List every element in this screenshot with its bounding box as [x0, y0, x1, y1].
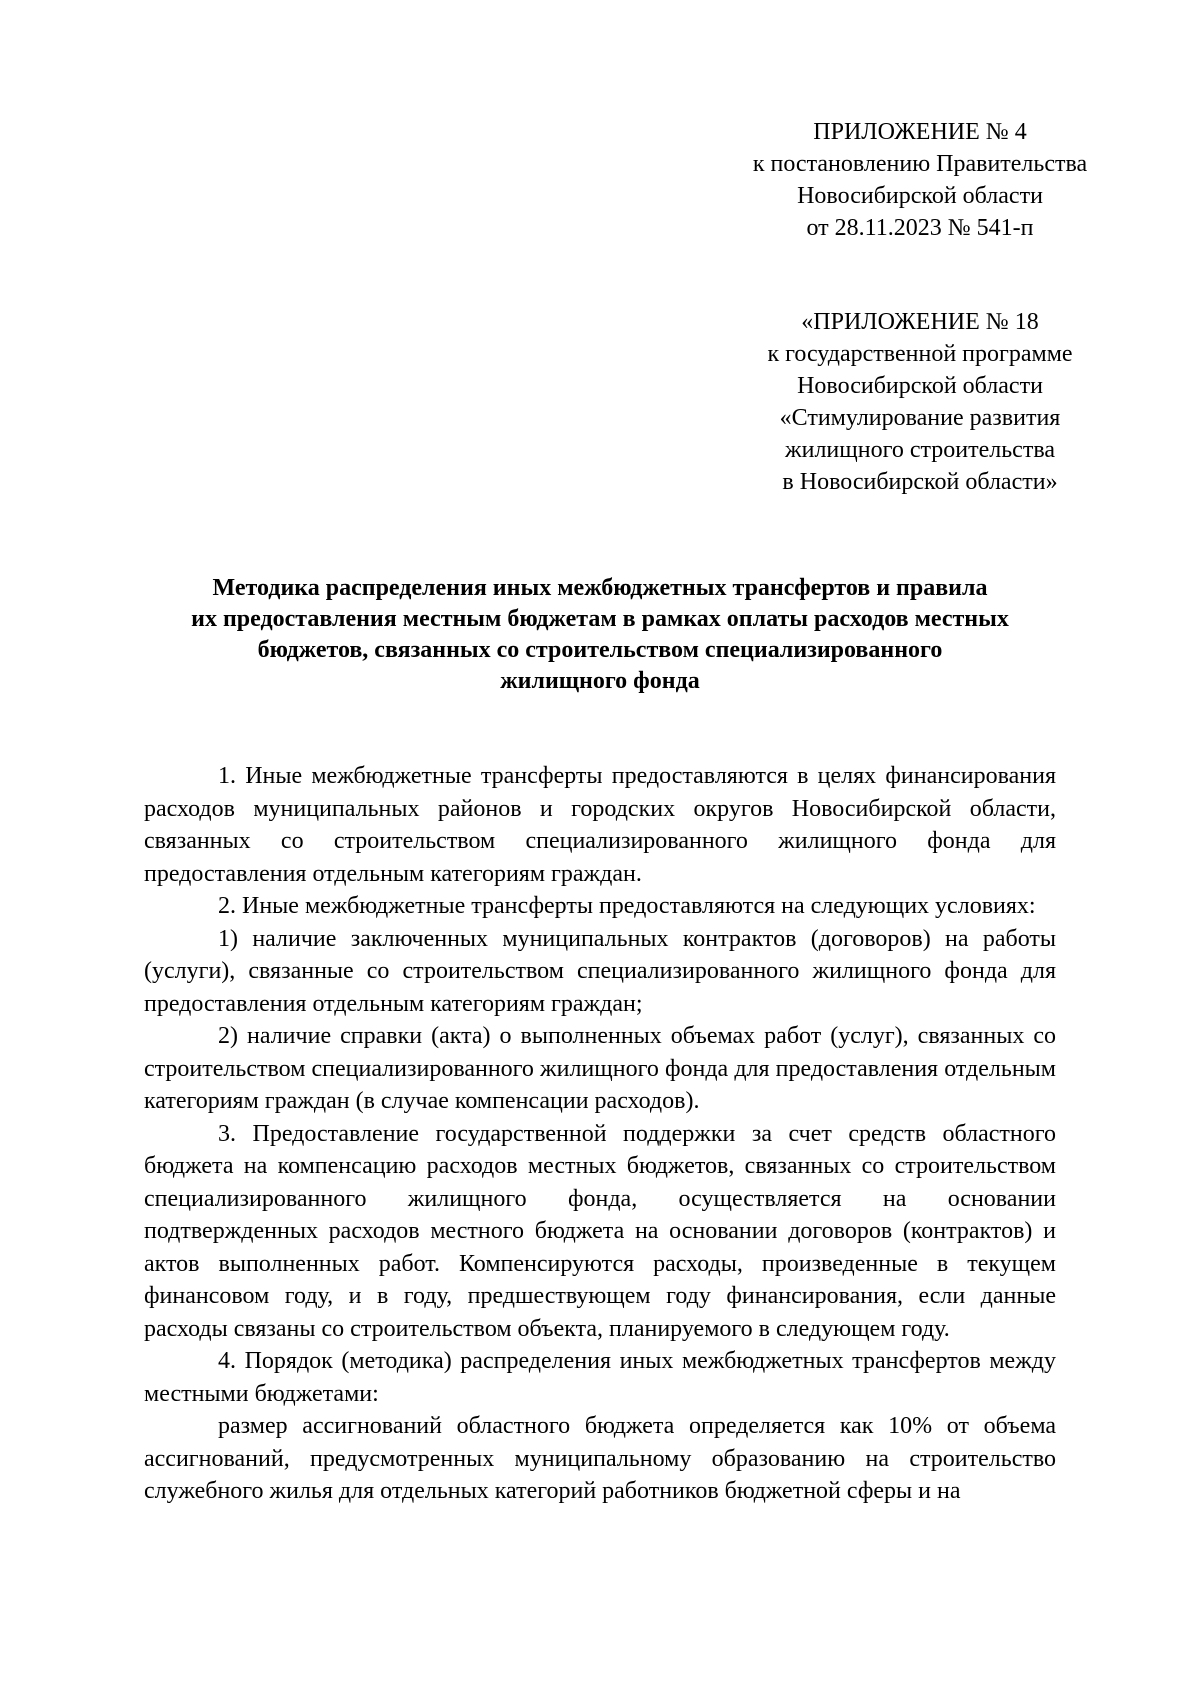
appendix-18-program-line3: в Новосибирской области» — [782, 469, 1058, 495]
appendix-4-header — [720, 116, 1120, 244]
paragraph-2-item-1: 1) наличие заключенных муниципальных контрактов (договоров) на работы (услуги), связанные со строительством специализированного жилищного фонда для предоставления отдельным категориям граждан; — [144, 925, 1056, 1017]
appendix-18-program-line1: «Стимулирование развития — [779, 405, 1061, 431]
appendix-4-date: от 28.11.2023 № 541-п — [806, 215, 1034, 241]
title-line-3: бюджетов, связанных со строительством специализированного — [257, 637, 943, 663]
appendix-4-ref: к постановлению Правительства — [752, 151, 1088, 177]
appendix-4-number: ПРИЛОЖЕНИЕ № 4 — [813, 119, 1027, 145]
title-line-2: их предоставления местным бюджетам в рамках оплаты расходов местных — [191, 606, 1009, 632]
title-line-4: жилищного фонда — [500, 668, 700, 694]
appendix-18-program-line2: жилищного строительства — [785, 437, 1055, 463]
paragraph-2-item-2: 2) наличие справки (акта) о выполненных объемах работ (услуг), связанных со строительством специализированного жилищного фонда для предоставления отдельным категориям граждан (в случае компенсации расходов). — [144, 1023, 1056, 1114]
paragraph-4: 4. Порядок (методика) распределения иных межбюджетных трансфертов между местными бюджетами: — [144, 1348, 1056, 1407]
paragraph-4-continuation: размер ассигнований областного бюджета определяется как 10% от объема ассигнований, предусмотренных муниципальному образованию на строительство служебного жилья для отдельных категорий работников бюджетной сферы и на — [144, 1413, 1056, 1504]
appendix-18-header — [720, 306, 1120, 498]
document-title — [150, 573, 1050, 697]
appendix-18-number: «ПРИЛОЖЕНИЕ № 18 — [801, 309, 1039, 335]
title-line-1: Методика распределения иных межбюджетных трансфертов и правила — [212, 575, 988, 601]
paragraph-1: 1. Иные межбюджетные трансферты предоставляются в целях финансирования расходов муниципальных районов и городских округов Новосибирской области, связанных со строительством специализированного жилищного фонда для предоставления отдельным категориям граждан. — [144, 763, 1056, 887]
paragraph-2: 2. Иные межбюджетные трансферты предоставляются на следующих условиях: — [218, 893, 1036, 919]
document-body — [144, 760, 1056, 1508]
paragraph-3: 3. Предоставление государственной поддержки за счет средств областного бюджета на компенсацию расходов местных бюджетов, связанных со строительством специализированного жилищного фонда, осуществляется на основании подтвержденных расходов местного бюджета на основании договоров (контрактов) и актов выполненных работ. Компенсируются расходы, произведенные в текущем финансовом году, и в году, предшествующем году финансирования, если данные расходы связаны со строительством объекта, планируемого в следующем году. — [144, 1120, 1056, 1342]
appendix-18-region: Новосибирской области — [797, 373, 1043, 399]
appendix-4-region: Новосибирской области — [797, 183, 1043, 209]
appendix-18-ref: к государственной программе — [767, 341, 1073, 367]
